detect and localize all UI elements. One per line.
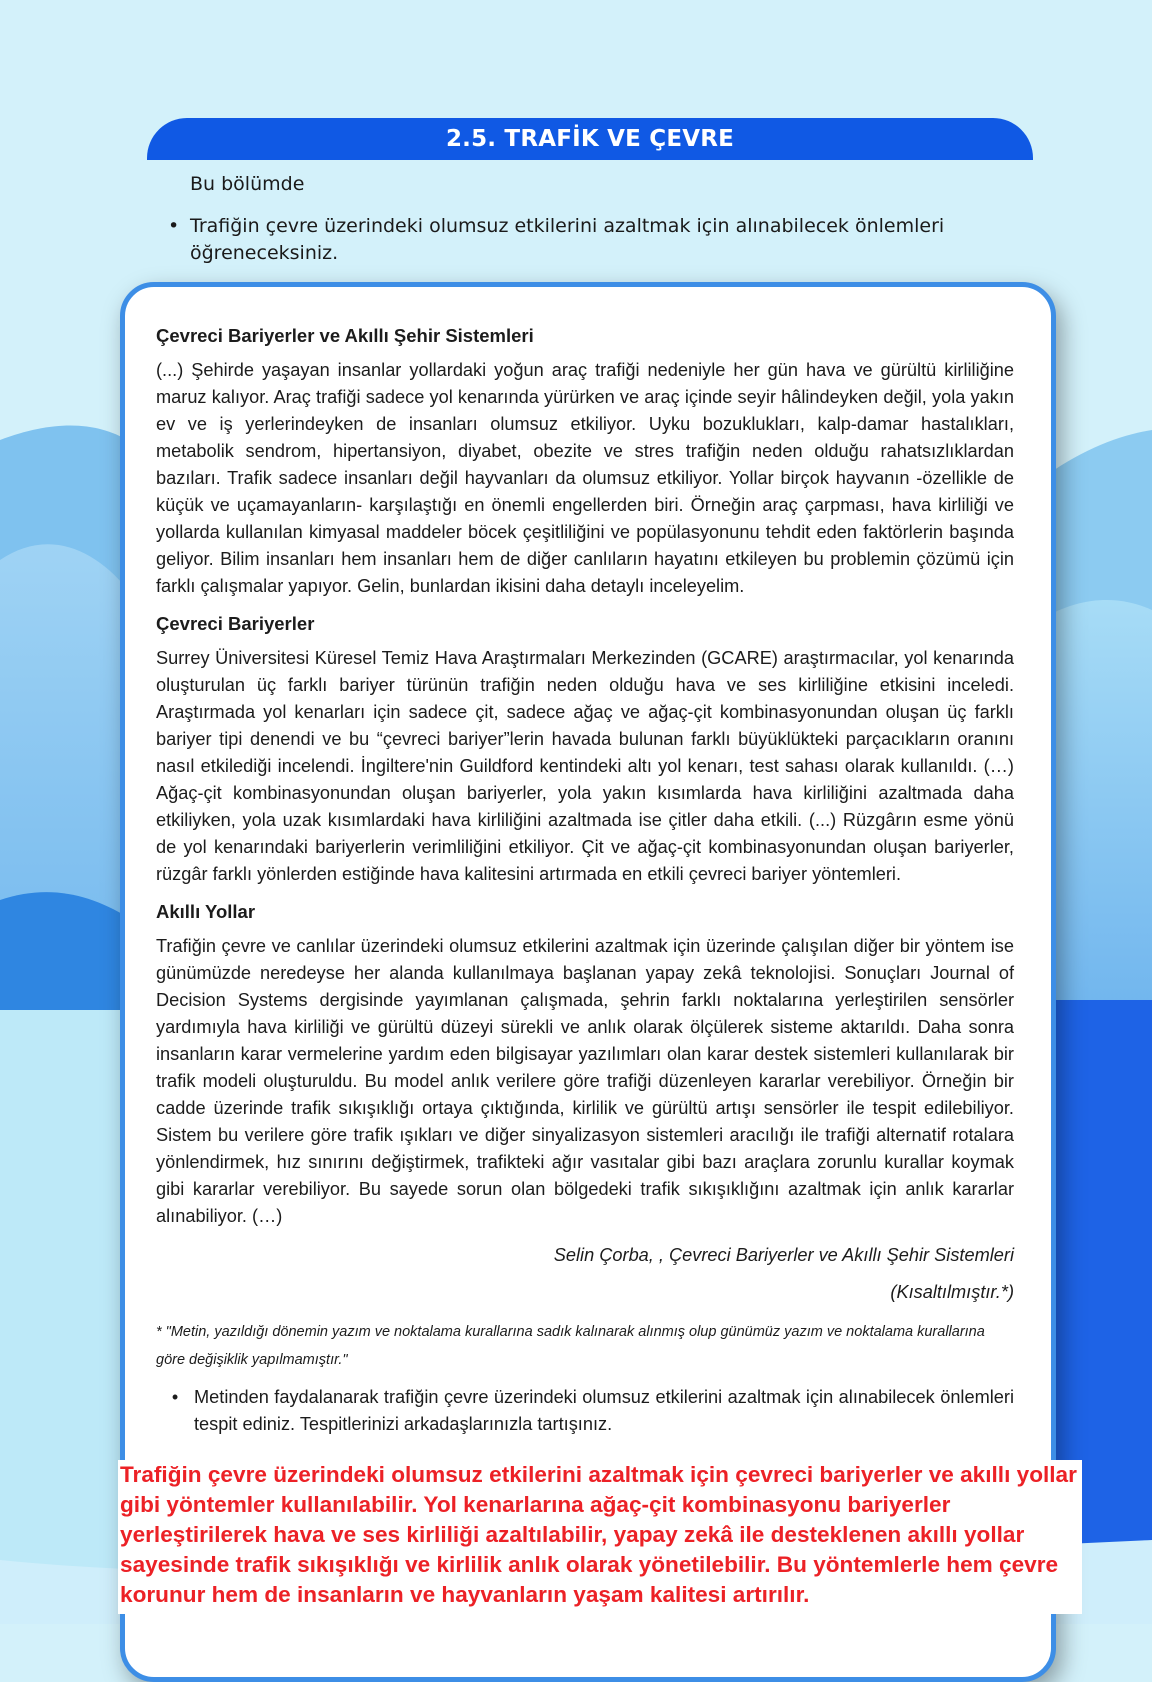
objective-text: Trafiğin çevre üzerindeki olumsuz etkilerini azaltmak için alınabilecek önlemleri öğreneceksiniz. [190, 215, 945, 264]
answer-text: Trafiğin çevre üzerindeki olumsuz etkilerini azaltmak için çevreci bariyerler ve akıllı yollar gibi yöntemler kullanılabilir. Yol kenarlarına ağaç-çit kombinasyonu bariyerler yerleştirilerek hava ve ses kirliliği azaltılabilir, yapay zekâ ile desteklenen akıllı yollar sayesinde trafik sıkışıklığı ve kirlilik anlık olarak yönetilebilir. Bu yöntemlerle hem çevre korunur hem de insanların ve hayvanların yaşam kalitesi artırılır. [120, 1462, 1077, 1607]
section-header [147, 118, 1033, 160]
article-paragraph-3: Trafiğin çevre ve canlılar üzerindeki olumsuz etkilerini azaltmak için üzerinde çalışılan diğer bir yöntem ise günümüzde neredeyse her alanda kullanılmaya başlanan yapay zekâ teknolojisi. Sonuçları Journal of Decision Systems dergisinde yayımlanan çalışmada, şehrin farklı noktalarına yerleştirilen sensörler yardımıyla hava kirliliği ve gürültü düzeyi sürekli ve anlık olarak ölçülerek sisteme aktarıldı. Daha sonra insanların karar vermelerine yardım eden bilgisayar yazılımları olan karar destek sistemleri kullanılarak bir trafik modeli oluşturuldu. Bu model anlık verilere göre trafiği düzenleyen kararlar verebiliyor. Örneğin bir cadde üzerinde trafik sıkışıklığı ortaya çıktığında, kirlilik ve gürültü artışı sensörler ile tespit edilebiliyor. Sistem bu verilere göre trafik ışıkları ve diğer sinyalizasyon sistemleri aracılığı ile trafiği alternatif rotalara yönlendirmek, hız sınırını değiştirmek, trafikteki ağır vasıtalar gibi bazı araçlara zorunlu kurallar koymak gibi kararlar verebiliyor. Bu sayede sorun olan bölgedeki trafik sıkışıklığını azaltmak için anlık kararlar alınabiliyor. (…) [156, 936, 1014, 1226]
article-source: Selin Çorba, , Çevreci Bariyerler ve Akıllı Şehir Sistemleri [553, 1245, 1014, 1265]
subheading-barriers: Çevreci Bariyerler [156, 613, 315, 634]
bullet-icon: • [168, 215, 180, 237]
footnote: * "Metin, yazıldığı dönemin yazım ve noktalama kurallarına sadık kalınarak alınmış olup günümüz yazım ve noktalama kurallarına göre değişiklik yapılmamıştır." [156, 1324, 985, 1368]
subheading-smart-roads: Akıllı Yollar [156, 901, 256, 922]
intro-label: Bu bölümde [190, 173, 305, 195]
article-title: Çevreci Bariyerler ve Akıllı Şehir Sistemleri [156, 325, 534, 346]
section-title: 2.5. TRAFİK VE ÇEVRE [445, 126, 735, 152]
learning-objective [168, 213, 968, 267]
article [156, 322, 1014, 1438]
shortened-note: (Kısaltılmıştır.*) [890, 1282, 1014, 1302]
article-paragraph-1: (...) Şehirde yaşayan insanlar yollardaki yoğun araç trafiği nedeniyle her gün hava ve gürültü kirliliğine maruz kalıyor. Araç trafiği sadece yol kenarında yürürken ve araç içinde seyir hâlindeyken değil, yola yakın ev ve iş yerlerindeyken de insanları olumsuz etkiliyor. Uyku bozuklukları, kalp-damar hastalıkları, metabolik sendrom, hipertansiyon, diyabet, obezite ve stres trafiğin neden olduğu rahatsızlıklardan bazıları. Trafik sadece insanları değil hayvanları da olumsuz etkiliyor. Yollar birçok hayvanın -özellikle de küçük ve uçamayanların- karşılaştığı en önemli engellerden biri. Örneğin araç çarpması, hava kirliliği ve yollarda kullanılan kimyasal maddeler böcek çeşitliliğini ve popülasyonunu tehdit eden faktörlerin başında geliyor. Bilim insanları hem insanları hem de diğer canlıların hayatını etkileyen bu problemin çözümü için farklı çalışmalar yapıyor. Gelin, bunlardan ikisini daha detaylı inceleyelim. [156, 360, 1014, 596]
answer-box [118, 1460, 1082, 1614]
task-text: Metinden faydalanarak trafiğin çevre üzerindeki olumsuz etkilerini azaltmak için alınabilecek önlemleri tespit ediniz. Tespitlerinizi arkadaşlarınızla tartışınız. [194, 1387, 1014, 1434]
article-paragraph-2: Surrey Üniversitesi Küresel Temiz Hava Araştırmaları Merkezinden (GCARE) araştırmacılar, yol kenarında oluşturulan üç farklı bariyer türünün trafiğin neden olduğu hava ve ses kirliliğine etkisini inceledi. Araştırmada yol kenarları için sadece çit, sadece ağaç ve ağaç-çit kombinasyonundan oluşan üç farklı bariyer tipi denendi ve bu “çevreci bariyer”lerin havada bulunan farklı büyüklükteki parçacıkların oranını nasıl etkilediği incelendi. İngiltere'nin Guildford kentindeki altı yol kenarı, test sahası olarak kullanıldı. (…) Ağaç-çit kombinasyonundan oluşan bariyerler, yola yakın kısımlarda hava kirliliğini azaltmada daha etkiliyken, yola uzak kısımlardaki hava kirliliğini azaltmada ise çitler daha etkili. (...) Rüzgârın esme yönü de yol kenarındaki bariyerlerin verimliliğini etkiliyor. Çit ve ağaç-çit kombinasyonundan oluşan bariyerler, rüzgâr farklı yönlerden estiğinde hava kalitesini artırmada en etkili çevreci bariyer yöntemleri. [156, 648, 1014, 884]
task-item [156, 1384, 1014, 1438]
bullet-icon: • [171, 1387, 179, 1407]
